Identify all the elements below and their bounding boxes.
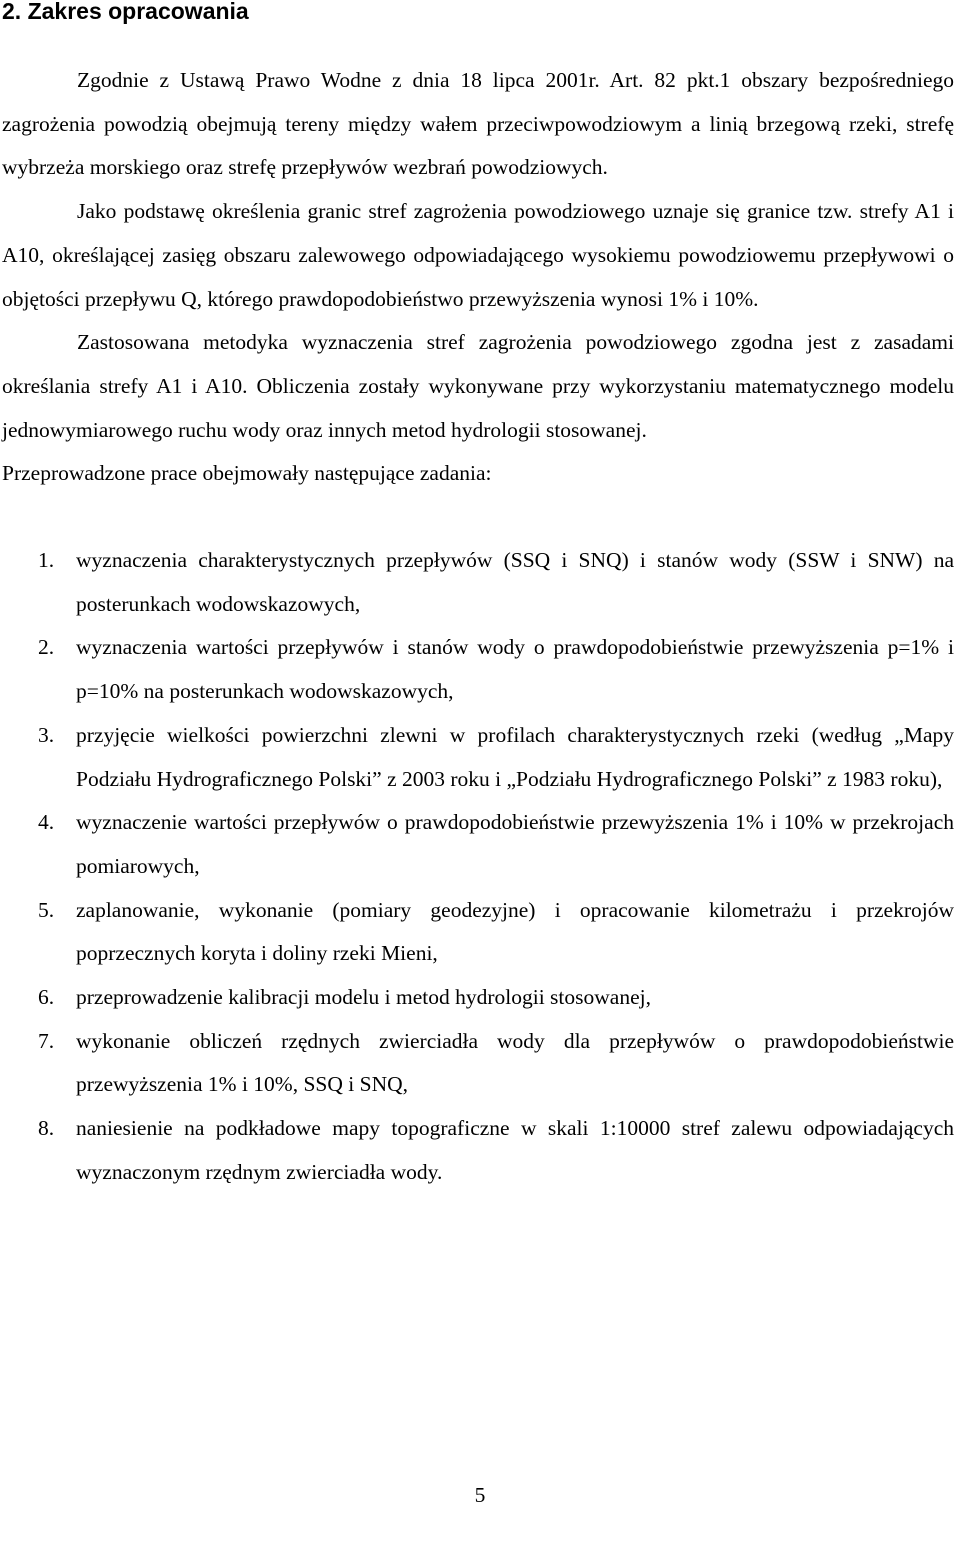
paragraph-tasks-intro: Przeprowadzone prace obejmowały następujące zadania: (2, 461, 492, 486)
list-item (2, 626, 954, 713)
section-heading: 2. Zakres opracowania (2, 0, 249, 24)
list-item-number: 8. (38, 1116, 55, 1141)
list-item-text: wyznaczenia wartości przepływów i stanów wody o prawdopodobieństwie przewyższenia p=1% i p=10% na posterunkach wodowskazowych, (76, 635, 954, 704)
list-item (2, 1020, 954, 1107)
list-item-number: 6. (38, 985, 55, 1010)
body-text (2, 59, 954, 1195)
list-item (2, 1107, 954, 1194)
list-item-text: wykonanie obliczeń rzędnych zwierciadła wody dla przepływów o prawdopodobieństwie przewyższenia 1% i 10%, SSQ i SNQ, (76, 1028, 954, 1097)
list-item-number: 3. (38, 722, 55, 747)
list-item-text: wyznaczenie wartości przepływów o prawdopodobieństwie przewyższenia 1% i 10% w przekrojach pomiarowych, (76, 810, 954, 878)
page-number: 5 (474, 1483, 486, 1507)
list-item-text: wyznaczenia charakterystycznych przepływów (SSQ i SNQ) i stanów wody (SSW i SNW) na posterunkach wodowskazowych, (76, 548, 954, 616)
paragraph-methodology: Zastosowana metodyka wyznaczenia stref zagrożenia powodziowego zgodna jest z zasadami określania strefy A1 i A10. Obliczenia zostały wykonywane przy wykorzystaniu matematycznego modelu jednowymiarowego ruchu wody oraz innych metod hydrologii stosowanej. (2, 330, 954, 442)
list-item-number: 2. (38, 635, 55, 660)
list-item-text: naniesienie na podkładowe mapy topograficzne w skali 1:10000 stref zalewu odpowiadających wyznaczonym rzędnym zwierciadła wody. (76, 1116, 954, 1184)
list-item (2, 889, 954, 976)
list-item (2, 714, 954, 801)
list-item (2, 976, 954, 1020)
paragraph-zone-basis: Jako podstawę określenia granic stref zagrożenia powodziowego uznaje się granice tzw. strefy A1 i A10, określającej zasięg obszaru zalewowego odpowiadającego wysokiemu powodziowemu przepływowi o objętości przepływu Q, którego prawdopodobieństwo przewyższenia wynosi 1% i 10%. (2, 199, 954, 311)
paragraph-legal-basis: Zgodnie z Ustawą Prawo Wodne z dnia 18 lipca 2001r. Art. 82 pkt.1 obszary bezpośredniego zagrożenia powodzią obejmują tereny między wałem przeciwpowodziowym a linią brzegową rzeki, strefę wybrzeża morskiego oraz strefę przepływów wezbrań powodziowych. (2, 68, 954, 180)
list-item-text: przeprowadzenie kalibracji modelu i metod hydrologii stosowanej, (76, 985, 651, 1010)
list-item (2, 539, 954, 626)
list-item (2, 801, 954, 888)
task-list (2, 539, 954, 1195)
list-item-number: 1. (38, 548, 55, 573)
list-item-text: przyjęcie wielkości powierzchni zlewni w profilach charakterystycznych rzeki (według „Mapy Podziału Hydrograficznego Polski” z 2003 roku i „Podziału Hydrograficznego Polski” z 1983 roku), (76, 722, 954, 791)
list-item-text: zaplanowanie, wykonanie (pomiary geodezyjne) i opracowanie kilometrażu i przekrojów poprzecznych koryta i doliny rzeki Mieni, (76, 897, 954, 966)
list-item-number: 4. (38, 810, 55, 835)
list-item-number: 7. (38, 1028, 55, 1053)
list-item-number: 5. (38, 897, 55, 922)
